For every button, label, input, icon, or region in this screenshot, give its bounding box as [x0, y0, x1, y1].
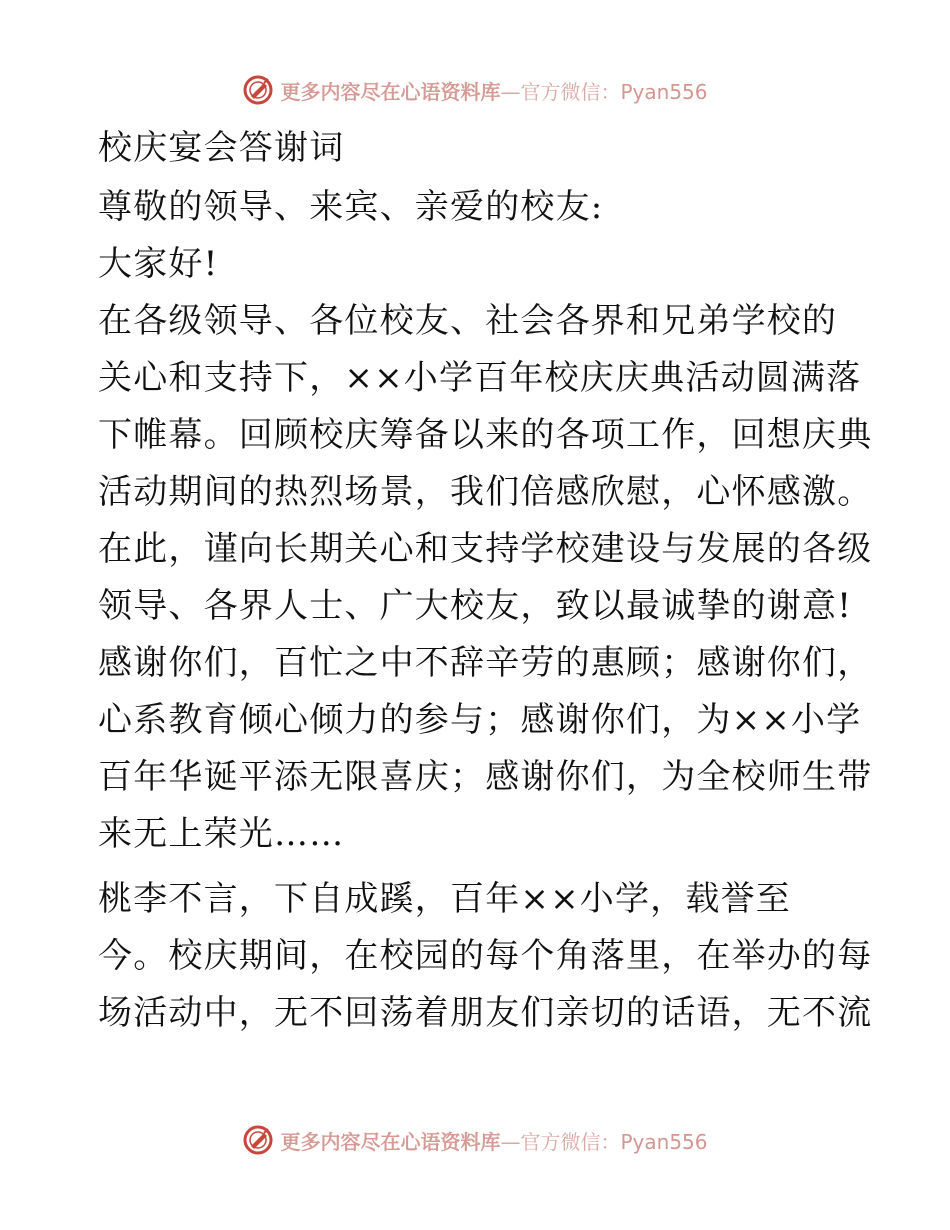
salutation: 尊敬的领导、来宾、亲爱的校友:	[98, 187, 604, 227]
paragraph-line: 百年华诞平添无限喜庆；感谢你们，为全校师生带	[98, 757, 873, 797]
watermark-text	[280, 76, 707, 105]
watermark-wechat-id: Pyan556	[620, 1129, 708, 1154]
footer-watermark	[0, 1120, 950, 1160]
seal-logo-icon	[242, 1124, 274, 1156]
watermark-wechat-id: Pyan556	[620, 79, 708, 104]
greeting: 大家好!	[98, 244, 219, 284]
paragraph-line: 在此，谨向长期关心和支持学校建设与发展的各级	[98, 529, 873, 569]
document-body	[98, 120, 873, 1042]
paragraph-line: 感谢你们，百忙之中不辞辛劳的惠顾；感谢你们，	[98, 643, 873, 683]
seal-logo-icon	[242, 74, 274, 106]
header-watermark	[0, 70, 950, 110]
watermark-text	[280, 1126, 707, 1155]
document-title: 校庆宴会答谢词	[98, 128, 345, 168]
watermark-brand: 更多内容尽在心语资料库	[280, 79, 501, 104]
paragraph-line: 领导、各界人士、广大校友，致以最诚挚的谢意!	[98, 586, 853, 626]
paragraph-1	[98, 293, 873, 863]
watermark-brand: 更多内容尽在心语资料库	[280, 1129, 501, 1154]
paragraph-line: 活动期间的热烈场景，我们倍感欣慰，心怀感激。	[98, 472, 873, 512]
paragraph-line: 桃李不言，下自成蹊，百年××小学，载誉至	[98, 879, 791, 919]
paragraph-spacer	[98, 863, 858, 871]
paragraph-line: 下帷幕。回顾校庆筹备以来的各项工作，回想庆典	[98, 415, 873, 455]
paragraph-line: 来无上荣光……	[98, 814, 345, 854]
watermark-official: 官方微信：	[520, 79, 621, 104]
paragraph-line: 在各级领导、各位校友、社会各界和兄弟学校的	[98, 301, 838, 341]
watermark-official: 官方微信：	[520, 1129, 621, 1154]
paragraph-line: 心系教育倾心倾力的参与；感谢你们，为××小学	[98, 700, 862, 740]
paragraph-line: 关心和支持下，××小学百年校庆庆典活动圆满落	[98, 358, 862, 398]
paragraph-line: 今。校庆期间，在校园的每个角落里，在举办的每	[98, 936, 873, 976]
watermark-separator: —	[500, 1129, 521, 1154]
paragraph-line: 场活动中，无不回荡着朋友们亲切的话语，无不流	[98, 993, 873, 1033]
paragraph-2	[98, 871, 873, 1042]
watermark-separator: —	[500, 79, 521, 104]
